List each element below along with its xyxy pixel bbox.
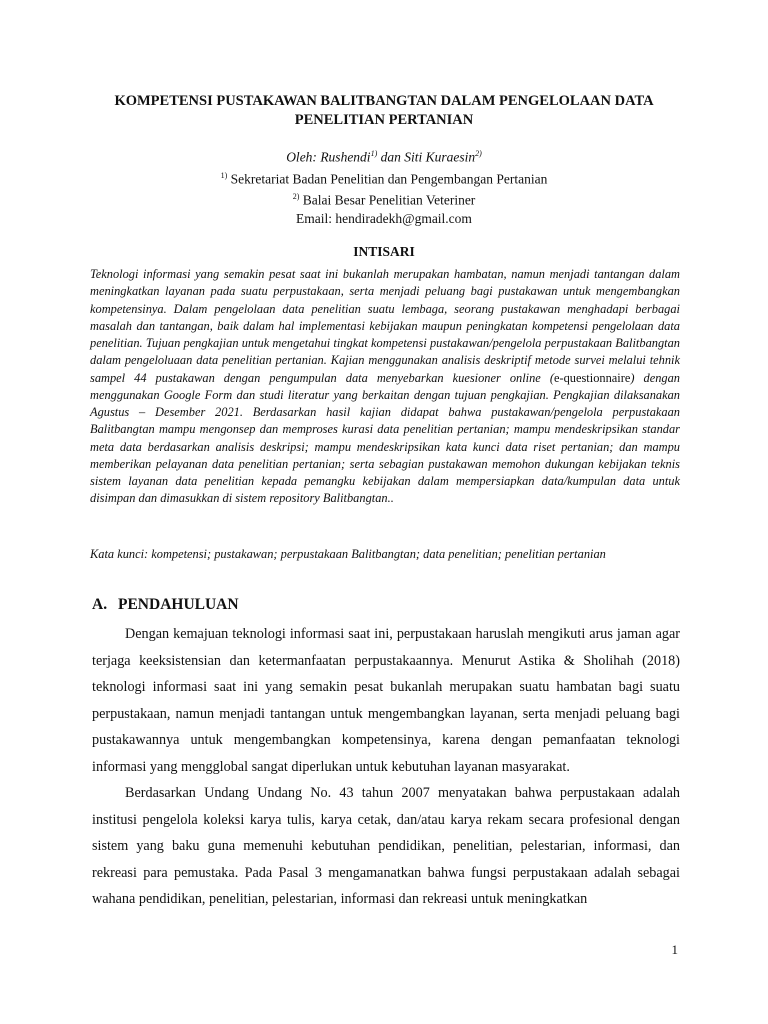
section-letter: A. xyxy=(92,596,108,613)
body-paragraph-2: Berdasarkan Undang Undang No. 43 tahun 2007 menyatakan bahwa perpustakaan adalah institusi pengelola koleksi karya tulis, karya cetak, dan/atau karya rekam secara profesional dengan sistem yang baku guna memenuhi kebutuhan pendidikan, penelitian, pelestarian, informasi, dan rekreasi para pemustaka. Pada Pasal 3 mengamanatkan bahwa fungsi perpustakaan adalah sebagai wahana pendidikan, penelitian, pelestarian, informasi dan rekreasi untuk meningkatkan xyxy=(92,785,680,907)
author-2: Siti Kuraesin xyxy=(404,149,476,165)
affiliation-1 xyxy=(80,167,688,189)
abstract-upright-term: e-questionnaire xyxy=(553,370,631,385)
author-line xyxy=(80,145,688,167)
page-number: 1 xyxy=(671,942,678,957)
abstract-text-part-1: Teknologi informasi yang semakin pesat saat ini bukanlah merupakan hambatan, namun menjadi tantangan dalam meningkatkan layanan pada suatu perpustakaan, serta menjadi peluang bagi pustakawan untuk mengembangkan kompetensinya. Dalam pengelolaan data penelitian suatu lembaga, seorang pustakawan menghadapi berbagai masalah dan tantangan, baik dalam hal implementasi kebijakan maupun peningkatan kompetensi pengelolaan data penelitian. Tujuan pengkajian untuk mengetahui tingkat kompetensi pustakawan/pengelola perpustakaan Balitbangtan dalam pengeloluaan data penelitian pertanian. Kajian menggunakan analisis deskriptif metode survei melalui tehnik sampel 44 pustakawan dengan pengumpulan data menyebarkan kuesioner online ( xyxy=(90,267,680,385)
body-paragraph-1: Dengan kemajuan teknologi informasi saat ini, perpustakaan haruslah mengikuti arus jaman agar terjaga keeksistensian dan ketermanfaatan perpustakaannya. Menurut Astika & Sholihah (2018) teknologi informasi saat ini yang semakin pesat bukanlah merupakan suatu hambatan bagi suatu perpustakaan, namun menjadi tantangan untuk mengembangkan layanan, serta menjadi peluang bagi pustakawannya untuk mengembangkan kompetensinya, karena dengan pemanfaatan teknologi informasi yang mengglobal sangat diperlukan untuk kebutuhan layanan masyarakat. xyxy=(92,626,680,775)
abstract-heading: INTISARI xyxy=(353,244,415,259)
author-1: Rushendi xyxy=(320,149,371,165)
paper-title: KOMPETENSI PUSTAKAWAN BALITBANGTAN DALAM PENGELOLAAN DATA PENELITIAN PERTANIAN xyxy=(114,93,654,128)
author-prefix: Oleh: xyxy=(286,149,321,165)
abstract-text xyxy=(90,266,680,508)
author-email: Email: hendiradekh@gmail.com xyxy=(296,210,472,226)
keywords: Kata kunci: kompetensi; pustakawan; perpustakaan Balitbangtan; data penelitian; penelitian pertanian xyxy=(90,547,606,561)
affiliation-2 xyxy=(80,188,688,210)
abstract-text-part-2: ) dengan menggunakan Google Form dan studi literatur yang berkaitan dengan tujuan pengkajian. Pengkajian dilaksanakan Agustus – Desember 2021. Berdasarkan hasil kajian didapat bahwa pustakawan/pengelola perpustakaan Balitbangtan mampu mengonsep dan memproses kurasi data penelitian pertanian; mampu mendeskripsikan standar meta data berdasarkan analisis deskripsi; mampu mendeskripsikan kata kunci data riset pertanian; dan mampu memberikan pelayanan data penelitian pertanian; serta sebagian pustakawan memohon dukungan kebijakan teknis sistem layanan data penelitian kepada pemangku kebijakan dalam mempersiapkan data/kumpulan data untuk disimpan dan dimasukkan di sistem repository Balitbangtan.. xyxy=(90,370,680,506)
author-2-mark: 2) xyxy=(475,149,482,158)
affiliation-2-name: Balai Besar Penelitian Veteriner xyxy=(299,192,476,208)
author-block xyxy=(80,145,688,228)
author-connector: dan xyxy=(377,149,405,165)
section-title: PENDAHULUAN xyxy=(118,596,239,613)
section-heading xyxy=(92,596,239,614)
affiliation-1-mark: 1) xyxy=(220,170,228,180)
affiliation-1-name: Sekretariat Badan Penelitian dan Pengembangan Pertanian xyxy=(227,171,548,186)
author-1-mark: 1) xyxy=(370,149,378,158)
affiliation-2-mark: 2) xyxy=(292,192,300,201)
